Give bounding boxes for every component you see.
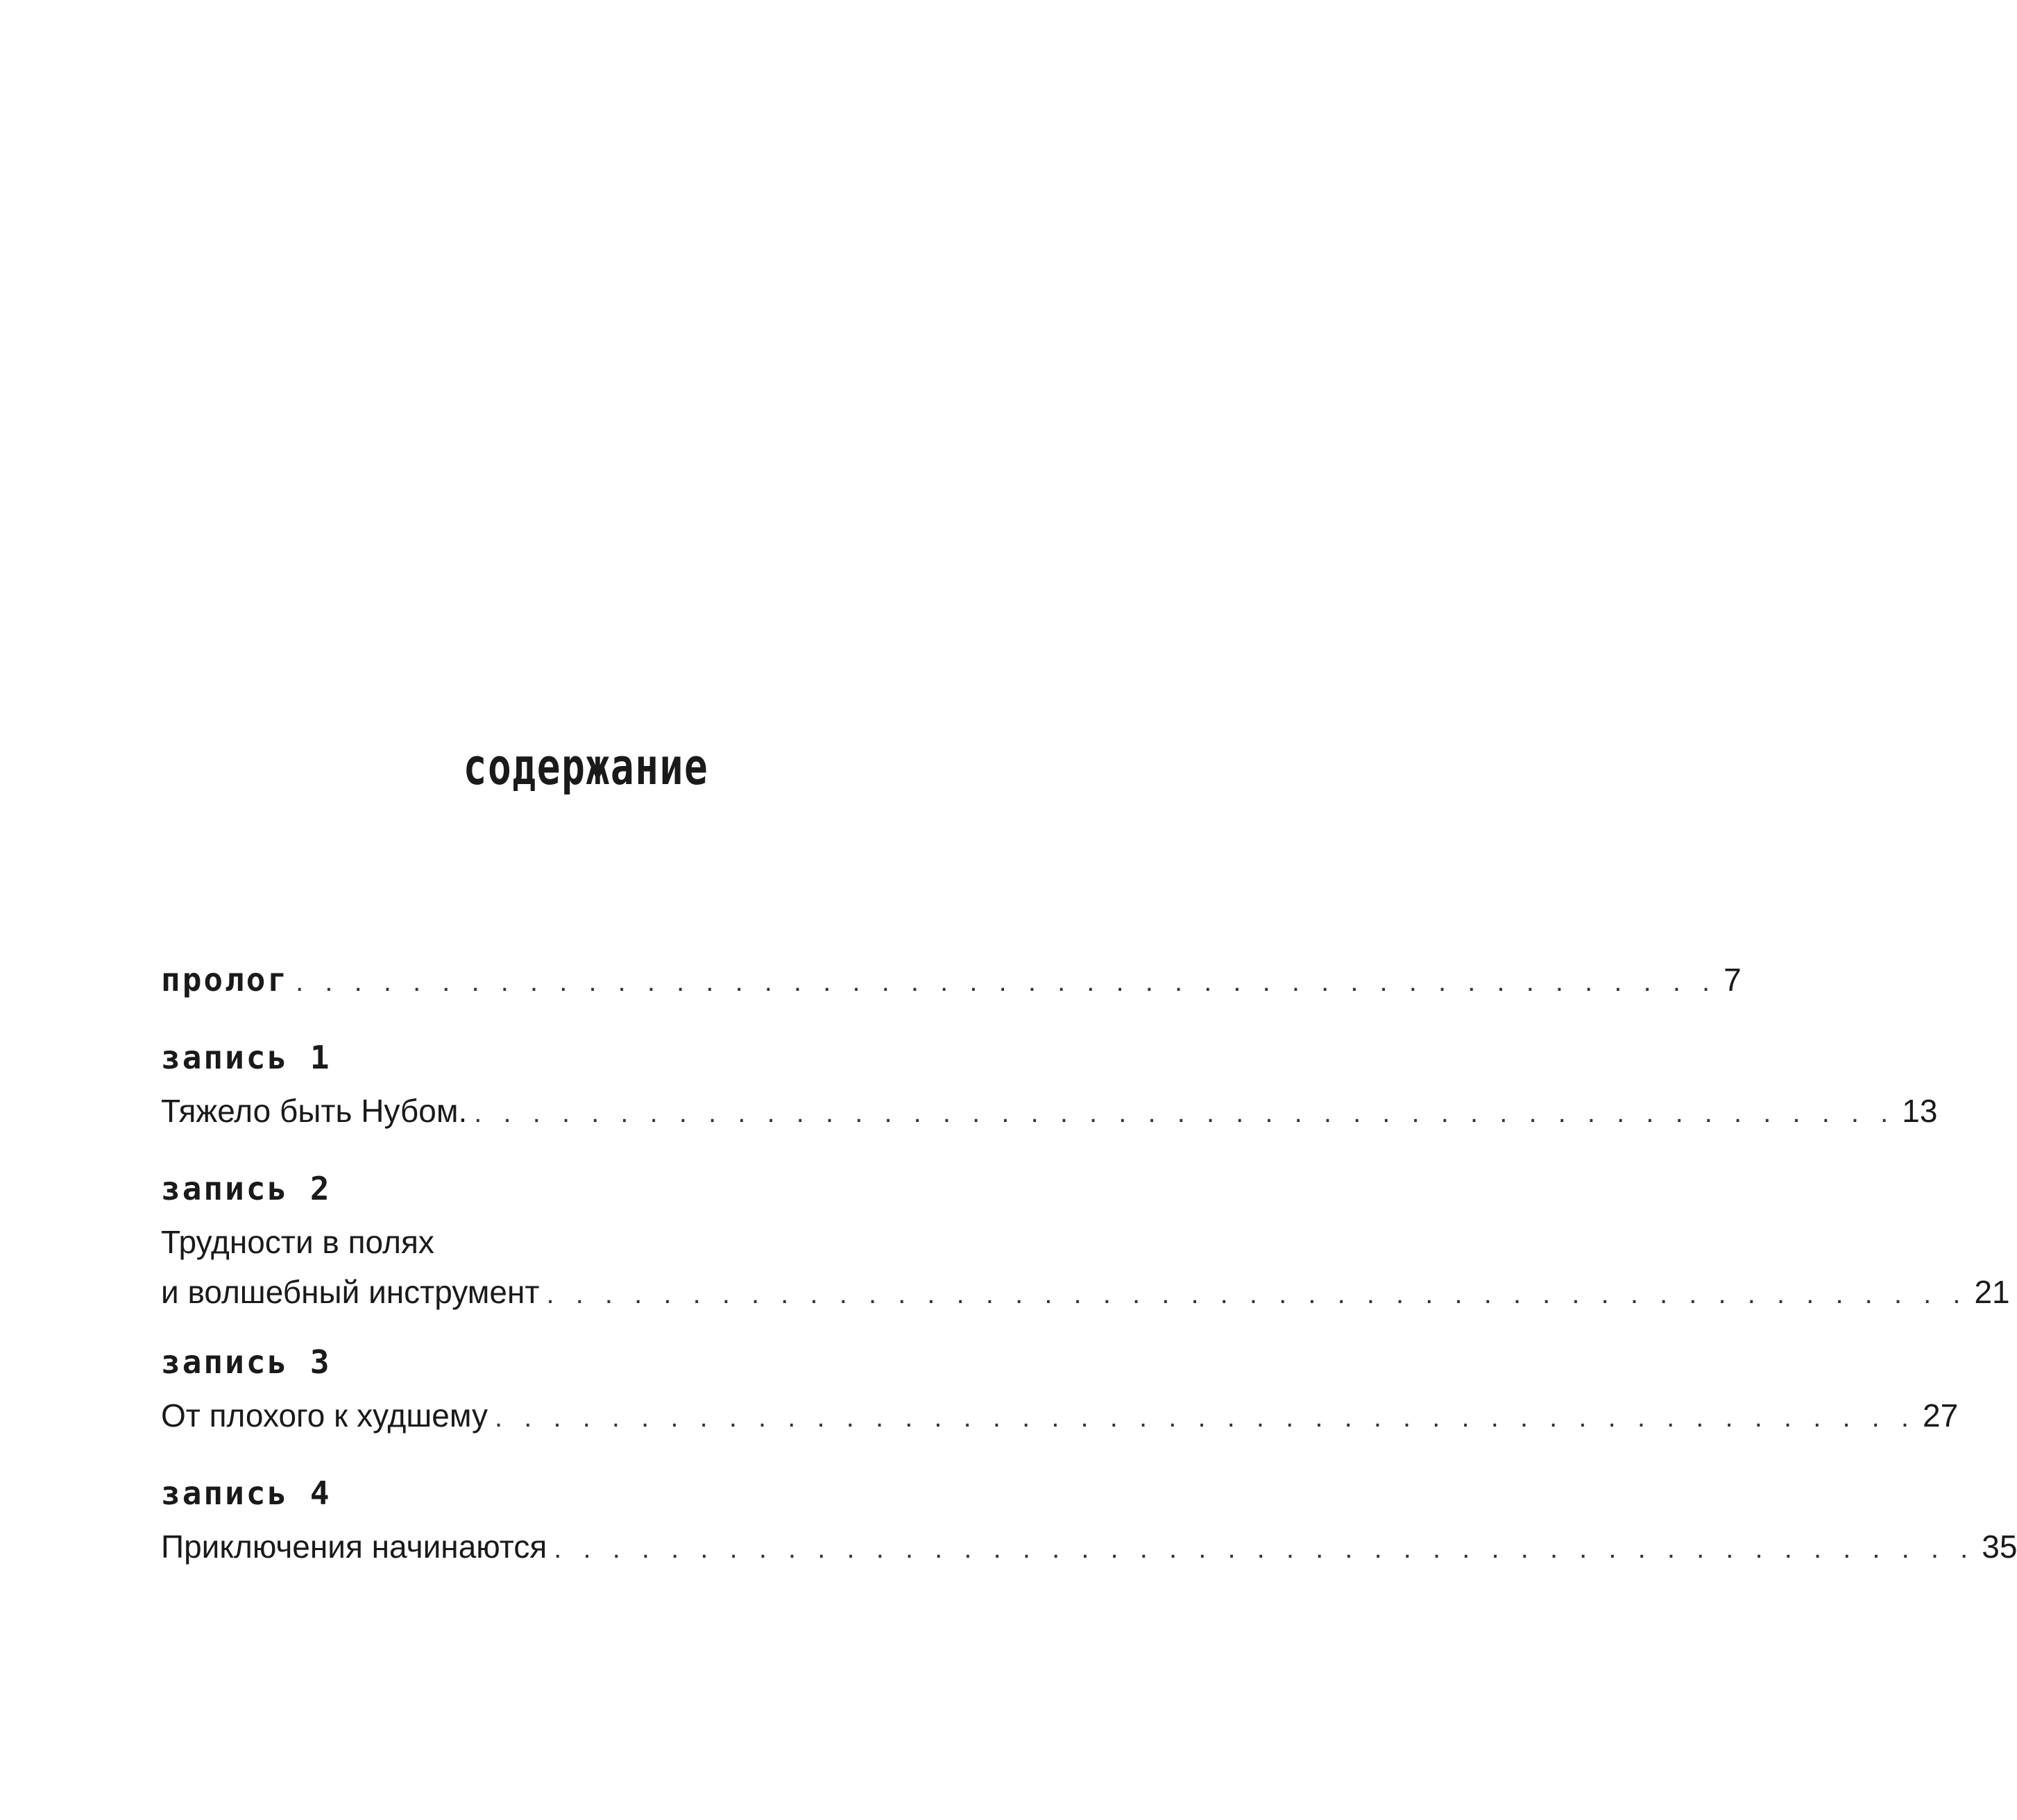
dot-leader: . . . . . . . . . . . . . . . . . . . . . . . . . . . . . . . . . . . . . . . . . . . . . . . . . <box>554 1533 1975 1564</box>
toc-entry-4[interactable] <box>161 1526 2017 1570</box>
toc-entry-title: От плохого к худшему <box>161 1397 488 1434</box>
dot-leader: . . . . . . . . . . . . . . . . . . . . . . . . . . . . . . . . . . . . . . . . . . . . . . . . . <box>474 1098 1896 1128</box>
toc-page-number: 7 <box>1724 962 1742 998</box>
dot-leader: . . . . . . . . . . . . . . . . . . . . . . . . . . . . . . . . . . . . . . . . . . . . . . . . . <box>546 1279 1968 1309</box>
toc-entry-2[interactable] <box>161 1221 2010 1315</box>
toc-section-heading-2: запись 2 <box>161 1170 332 1207</box>
toc-section-heading-1: запись 1 <box>161 1039 332 1076</box>
toc-page-number: 35 <box>1982 1529 2017 1565</box>
toc-entry-title: Приключения начинаются <box>161 1529 547 1565</box>
dot-leader: . . . . . . . . . . . . . . . . . . . . . . . . . . . . . . . . . . . . . . . . . . . . . . . . . <box>495 1402 1916 1433</box>
toc-section-heading-3: запись 3 <box>161 1343 332 1381</box>
page-title: содержание <box>463 738 709 796</box>
dot-leader: . . . . . . . . . . . . . . . . . . . . . . . . . . . . . . . . . . . . . . . . . . . . . . . . . <box>296 967 1717 997</box>
toc-entry-3[interactable] <box>161 1395 1959 1438</box>
toc-page-number: 21 <box>1974 1274 2010 1310</box>
toc-entry-1[interactable] <box>161 1090 1938 1134</box>
toc-section-heading-4: запись 4 <box>161 1474 332 1512</box>
toc-prologue-heading: пролог <box>161 961 289 998</box>
toc-entry-title: Тяжело быть Нубом. <box>161 1093 468 1129</box>
toc-entry-prologue[interactable] <box>161 959 1742 1003</box>
toc-entry-title-line-1: Трудности в полях <box>161 1224 434 1260</box>
toc-page-number: 27 <box>1923 1397 1959 1434</box>
toc-entry-title-line-2: и волшебный инструмент <box>161 1274 540 1310</box>
toc-page-number: 13 <box>1902 1093 1938 1129</box>
